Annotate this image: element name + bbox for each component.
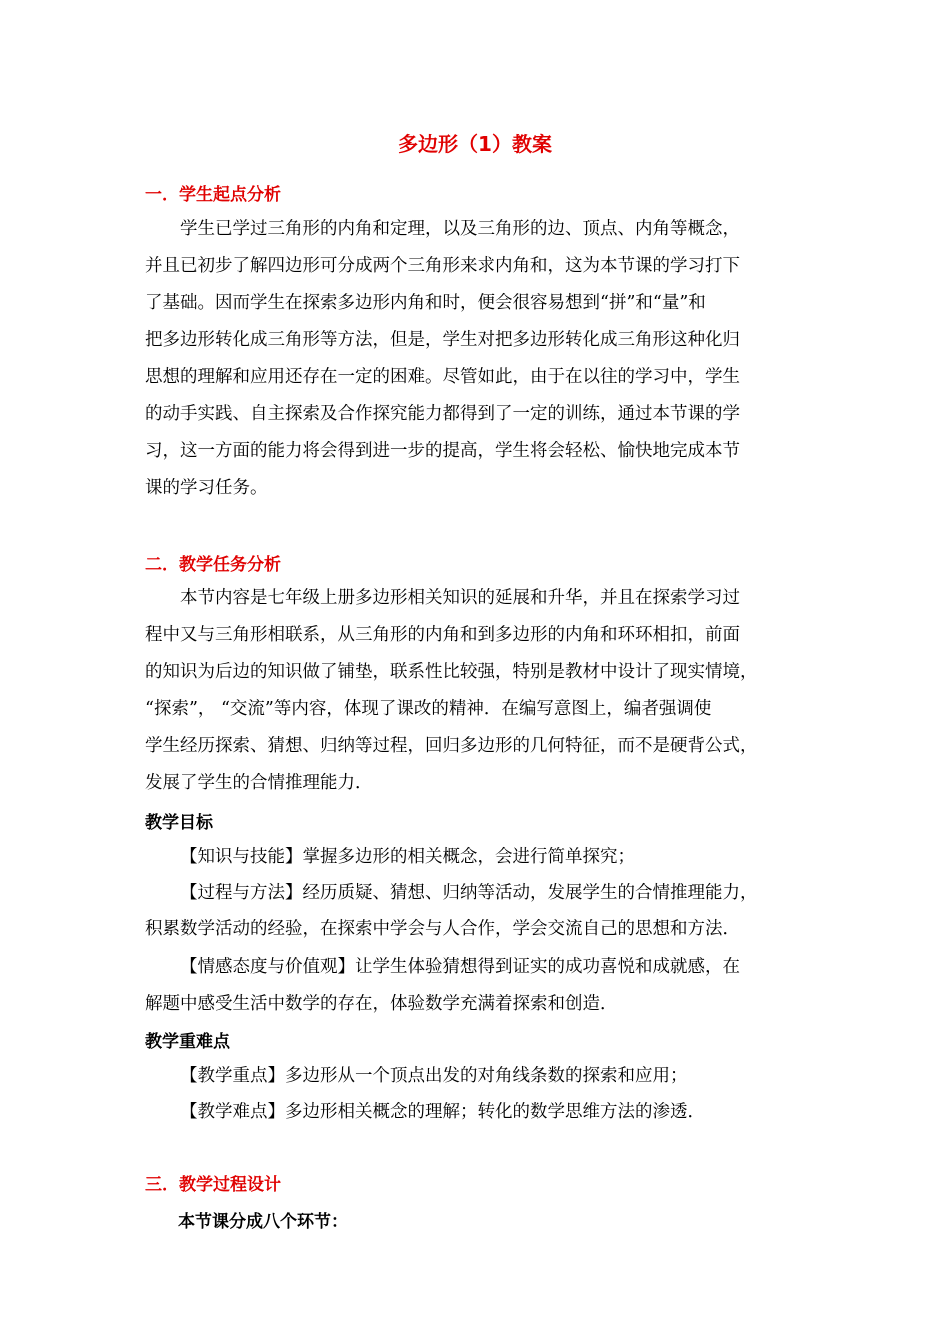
goal-emotion-values: 【情感态度与价值观】让学生体验猜想得到证实的成功喜悦和成就感，在 <box>180 957 740 977</box>
section-heading-student-analysis: 一．学生起点分析 <box>145 185 281 205</box>
section-paragraph-task-analysis <box>145 580 810 802</box>
difficult-point: 【教学难点】多边形相关概念的理解；转化的数学思维方法的渗透． <box>180 1102 705 1122</box>
teaching-goals-heading: 教学目标 <box>145 813 213 833</box>
paragraph-line: 本节内容是七年级上册多边形相关知识的延展和升华，并且在探索学习过 <box>180 588 740 608</box>
paragraph-line: 思想的理解和应用还存在一定的困难。尽管如此，由于在以往的学习中，学生 <box>145 367 740 387</box>
section-heading-task-analysis: 二．教学任务分析 <box>145 555 281 575</box>
paragraph-line: 的动手实践、自主探索及合作探究能力都得到了一定的训练，通过本节课的学 <box>145 404 740 424</box>
key-difficult-points-heading: 教学重难点 <box>145 1032 230 1052</box>
paragraph-line: 学生已学过三角形的内角和定理，以及三角形的边、顶点、内角等概念， <box>180 219 740 239</box>
goal-process-methods-cont: 积累数学活动的经验，在探索中学会与人合作，学会交流自己的思想和方法． <box>145 919 740 939</box>
key-point: 【教学重点】多边形从一个顶点出发的对角线条数的探索和应用； <box>180 1066 688 1086</box>
goal-knowledge-skills: 【知识与技能】掌握多边形的相关概念，会进行简单探究； <box>180 847 635 867</box>
paragraph-line: 程中又与三角形相联系，从三角形的内角和到多边形的内角和环环相扣，前面 <box>145 625 740 645</box>
section-heading-process-design: 三．教学过程设计 <box>145 1175 281 1195</box>
goal-emotion-values-cont: 解题中感受生活中数学的存在，体验数学充满着探索和创造． <box>145 994 618 1014</box>
paragraph-line: 发展了学生的合情推理能力． <box>145 773 373 793</box>
process-intro: 本节课分成八个环节： <box>178 1212 348 1232</box>
paragraph-line: 习，这一方面的能力将会得到进一步的提高，学生将会轻松、愉快地完成本节 <box>145 441 740 461</box>
paragraph-line: 的知识为后边的知识做了铺垫，联系性比较强，特别是教材中设计了现实情境， <box>145 662 758 682</box>
section-paragraph-student-analysis <box>145 211 810 507</box>
paragraph-line: 并且已初步了解四边形可分成两个三角形来求内角和，这为本节课的学习打下 <box>145 256 740 276</box>
paragraph-line: 把多边形转化成三角形等方法，但是，学生对把多边形转化成三角形这种化归 <box>145 330 740 350</box>
document-title: 多边形（1）教案 <box>398 132 552 156</box>
paragraph-line: 了基础。因而学生在探索多边形内角和时，便会很容易想到“拼”和“量”和 <box>145 293 706 313</box>
paragraph-line: “探索”， “交流”等内容，体现了课改的精神．在编写意图上，编者强调使 <box>145 699 712 719</box>
paragraph-line: 学生经历探索、猜想、归纳等过程，回归多边形的几何特征，而不是硬背公式， <box>145 736 758 756</box>
paragraph-line: 课的学习任务。 <box>145 478 268 498</box>
goal-process-methods: 【过程与方法】经历质疑、猜想、归纳等活动，发展学生的合情推理能力， <box>180 883 758 903</box>
